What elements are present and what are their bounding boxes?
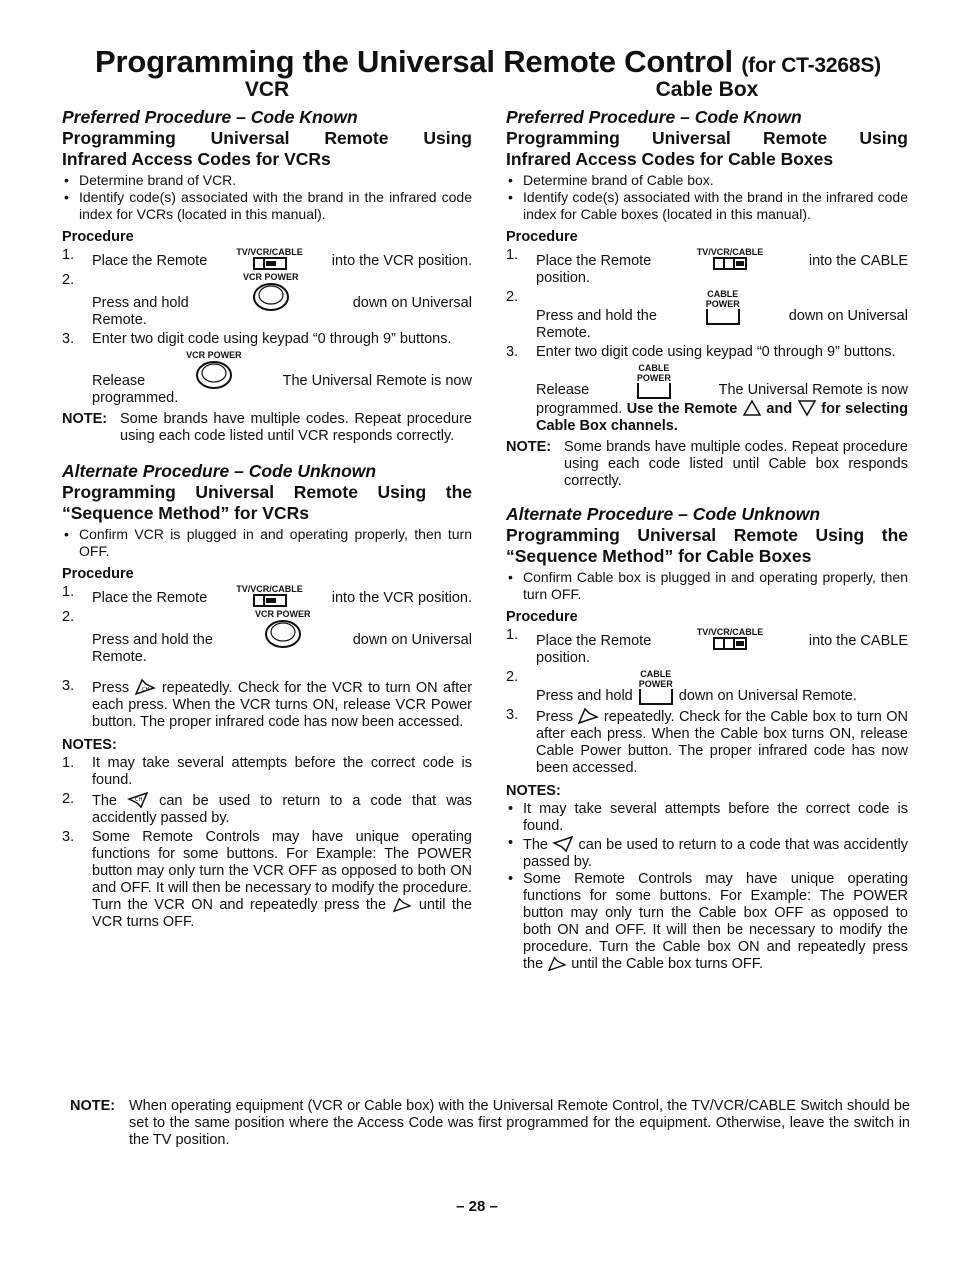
cable-note: NOTE: Some brands have multiple codes. Repeat procedure using each code listed until Cable box responds correctly. — [506, 439, 908, 489]
note-item: • Some Remote Controls may have unique operating functions for some buttons. For Example: The POWER button may only turn the Cable box OFF as opposed to both ON and OFF. It will then be necessary to modify the procedure. Turn the Cable box ON and repeatedly press the until the Cable box turns OFF. — [506, 871, 908, 973]
bullet-item: • Confirm Cable box is plugged in and operating properly, then turn OFF. — [506, 569, 908, 603]
vcr-alternate-subtitle-2: “Sequence Method” for VCRs — [62, 503, 309, 523]
cable-preferred-subtitle-2: Infrared Access Codes for Cable Boxes — [506, 149, 834, 169]
cable-alternate-title: Alternate Procedure – Code Unknown — [506, 504, 821, 524]
notes-heading: NOTES: — [62, 737, 117, 753]
procedure-heading: Procedure — [506, 609, 578, 625]
tv-vcr-cable-switch-icon: TV/VCR/CABLE — [236, 584, 303, 607]
note-item: • The can be used to return to a code that was accidently passed by. — [506, 835, 908, 871]
switch-position-note: NOTE: When operating equipment (VCR or Cable box) with the Universal Remote Control, the TV/VCR/CABLE Switch should be set to the same position where the Access Code was first programmed for the equipment. Otherwise, leave the switch in the TV position. — [70, 1098, 910, 1148]
vcr-alternate-subtitle-1: Programming Universal Remote Using the — [62, 482, 472, 502]
vcr-alternate-title: Alternate Procedure – Code Unknown — [62, 461, 377, 481]
channel-up-icon — [547, 956, 567, 972]
vcr-preferred-title: Preferred Procedure – Code Known — [62, 107, 358, 127]
cable-alternate-subtitle-1: Programming Universal Remote Using the — [506, 525, 908, 545]
step-item: 1. Place the Remote TV/VCR/CABLE into the VCR position. — [62, 584, 472, 606]
step-text: into the VCR position. — [331, 253, 472, 269]
bullet-item: • Identify code(s) associated with the brand in the infrared code index for VCRs (located in this manual). — [62, 189, 472, 223]
svg-text:CH: CH — [142, 687, 150, 693]
note-item: 1. It may take several attempts before the correct code is found. — [62, 755, 472, 788]
step-item: 3. Enter two digit code using keypad “0 through 9” buttons. — [62, 331, 472, 348]
step-text: Place the Remote — [92, 253, 208, 269]
step-item: 3. Press repeatedly. Check for the Cable box to turn ON after each press. When the Cable box turns ON, release Cable Power button. The proper infrared code has now been accessed. — [506, 707, 909, 776]
note-item: 3. Some Remote Controls may have unique operating functions for some buttons. For Example: The POWER button may only turn the VCR OFF as opposed to both ON and OFF. It will then be necessary to modify the procedure. Turn the VCR ON and repeatedly press the until the VCR turns OFF. — [62, 829, 472, 930]
vcr-alternate-bullets — [62, 526, 472, 560]
tv-vcr-cable-switch-icon: TV/VCR/CABLE — [697, 247, 764, 270]
cable-notes-list — [506, 801, 908, 973]
vcr-preferred-subtitle-2: Infrared Access Codes for VCRs — [62, 149, 331, 169]
channel-up-icon — [742, 399, 762, 417]
note-item: 2. The CH can be used to return to a code that was accidently passed by. — [62, 791, 472, 826]
release-text: The Universal Remote is now — [282, 373, 472, 389]
tv-vcr-cable-switch-icon: TV/VCR/CABLE — [236, 247, 303, 270]
release-line: Release CABLE POWER The Universal Remote is now programmed. Use the Remote and for selecting Cable Box channels. — [536, 363, 908, 434]
cable-alternate-bullets — [506, 569, 908, 603]
svg-text:CH: CH — [135, 797, 143, 803]
cable-power-button-icon: CABLE POWER — [706, 289, 740, 325]
bullet-item: • Determine brand of Cable box. — [506, 172, 908, 189]
vcr-power-button-icon: VCR POWER — [243, 272, 299, 312]
channel-down-icon — [797, 399, 817, 417]
notes-heading: NOTES: — [506, 783, 561, 799]
title-model: (for CT-3268S) — [741, 54, 881, 77]
vcr-heading: VCR — [244, 78, 290, 101]
vcr-power-button-icon: VCR POWER — [255, 609, 311, 649]
step-text: down on Universal — [352, 295, 472, 311]
step-item: 1. Place the Remote TV/VCR/CABLE into the CABLE position. — [506, 627, 908, 666]
step-text: Remote. — [92, 312, 147, 328]
cable-preferred-bullets — [506, 172, 908, 223]
note-item: • It may take several attempts before the correct code is found. — [506, 801, 908, 835]
channel-up-icon — [134, 678, 156, 696]
cable-alternate-subtitle-2: “Sequence Method” for Cable Boxes — [506, 546, 812, 566]
vcr-preferred-subtitle-1: Programming Universal Remote Using — [62, 128, 472, 148]
channel-up-icon — [577, 707, 599, 725]
step-item: 2. Press and hold the VCR POWER down on Universal Remote. — [62, 609, 472, 665]
vcr-preferred-bullets — [62, 172, 472, 223]
channel-down-icon — [552, 835, 574, 853]
vcr-column — [62, 78, 472, 933]
step-item: 3. Press CH repeatedly. Check for the VCR to turn ON after each press. When the VCR turns ON, release VCR Power button. The proper infrared code has now been accessed. — [62, 678, 473, 730]
bullet-item: • Confirm VCR is plugged in and operating properly, then turn OFF. — [62, 526, 472, 560]
cable-box-column — [506, 78, 908, 979]
step-text: Enter two digit code using keypad “0 through 9” buttons. — [92, 331, 452, 347]
step-item: 2. Press and hold CABLE POWER down on Universal Remote. — [506, 669, 857, 704]
cable-box-heading: Cable Box — [655, 78, 759, 101]
step-item: 1. Place the Remote TV/VCR/CABLE into the VCR position. — [62, 247, 472, 269]
bullet-item: • Determine brand of VCR. — [62, 172, 472, 189]
page-number: – 28 – — [456, 1198, 498, 1215]
release-text: Release — [92, 373, 146, 389]
channel-up-icon — [392, 897, 412, 913]
procedure-heading: Procedure — [62, 566, 134, 582]
channel-down-icon — [127, 791, 149, 809]
cable-power-button-icon: CABLE POWER — [637, 363, 671, 399]
release-text: programmed. — [92, 390, 179, 406]
step-text: Press and hold — [92, 295, 189, 311]
vcr-power-button-icon: VCR POWER — [186, 350, 242, 390]
cable-preferred-subtitle-1: Programming Universal Remote Using — [506, 128, 908, 148]
cable-power-button-icon: CABLE POWER — [639, 669, 673, 705]
step-item: 1. Place the Remote TV/VCR/CABLE into the CABLE position. — [506, 247, 908, 286]
bullet-item: • Identify code(s) associated with the brand in the infrared code index for Cable boxes (located in this manual). — [506, 189, 908, 223]
step-item: 2. Press and hold the CABLE POWER down on Universal Remote. — [506, 289, 908, 341]
tv-vcr-cable-switch-icon: TV/VCR/CABLE — [697, 627, 764, 650]
cable-preferred-title: Preferred Procedure – Code Known — [506, 107, 802, 127]
procedure-heading: Procedure — [62, 229, 134, 245]
release-line — [62, 350, 472, 407]
vcr-note: NOTE: Some brands have multiple codes. Repeat procedure using each code listed until VCR responds correctly. — [62, 411, 472, 444]
title-main: Programming the Universal Remote Control — [95, 44, 733, 79]
page-title — [95, 44, 881, 80]
step-item: 3. Enter two digit code using keypad “0 through 9” buttons. — [506, 344, 896, 360]
procedure-heading: Procedure — [506, 229, 578, 245]
step-item: 2. Press and hold VCR POWER down on Universal Remote. — [62, 272, 472, 328]
